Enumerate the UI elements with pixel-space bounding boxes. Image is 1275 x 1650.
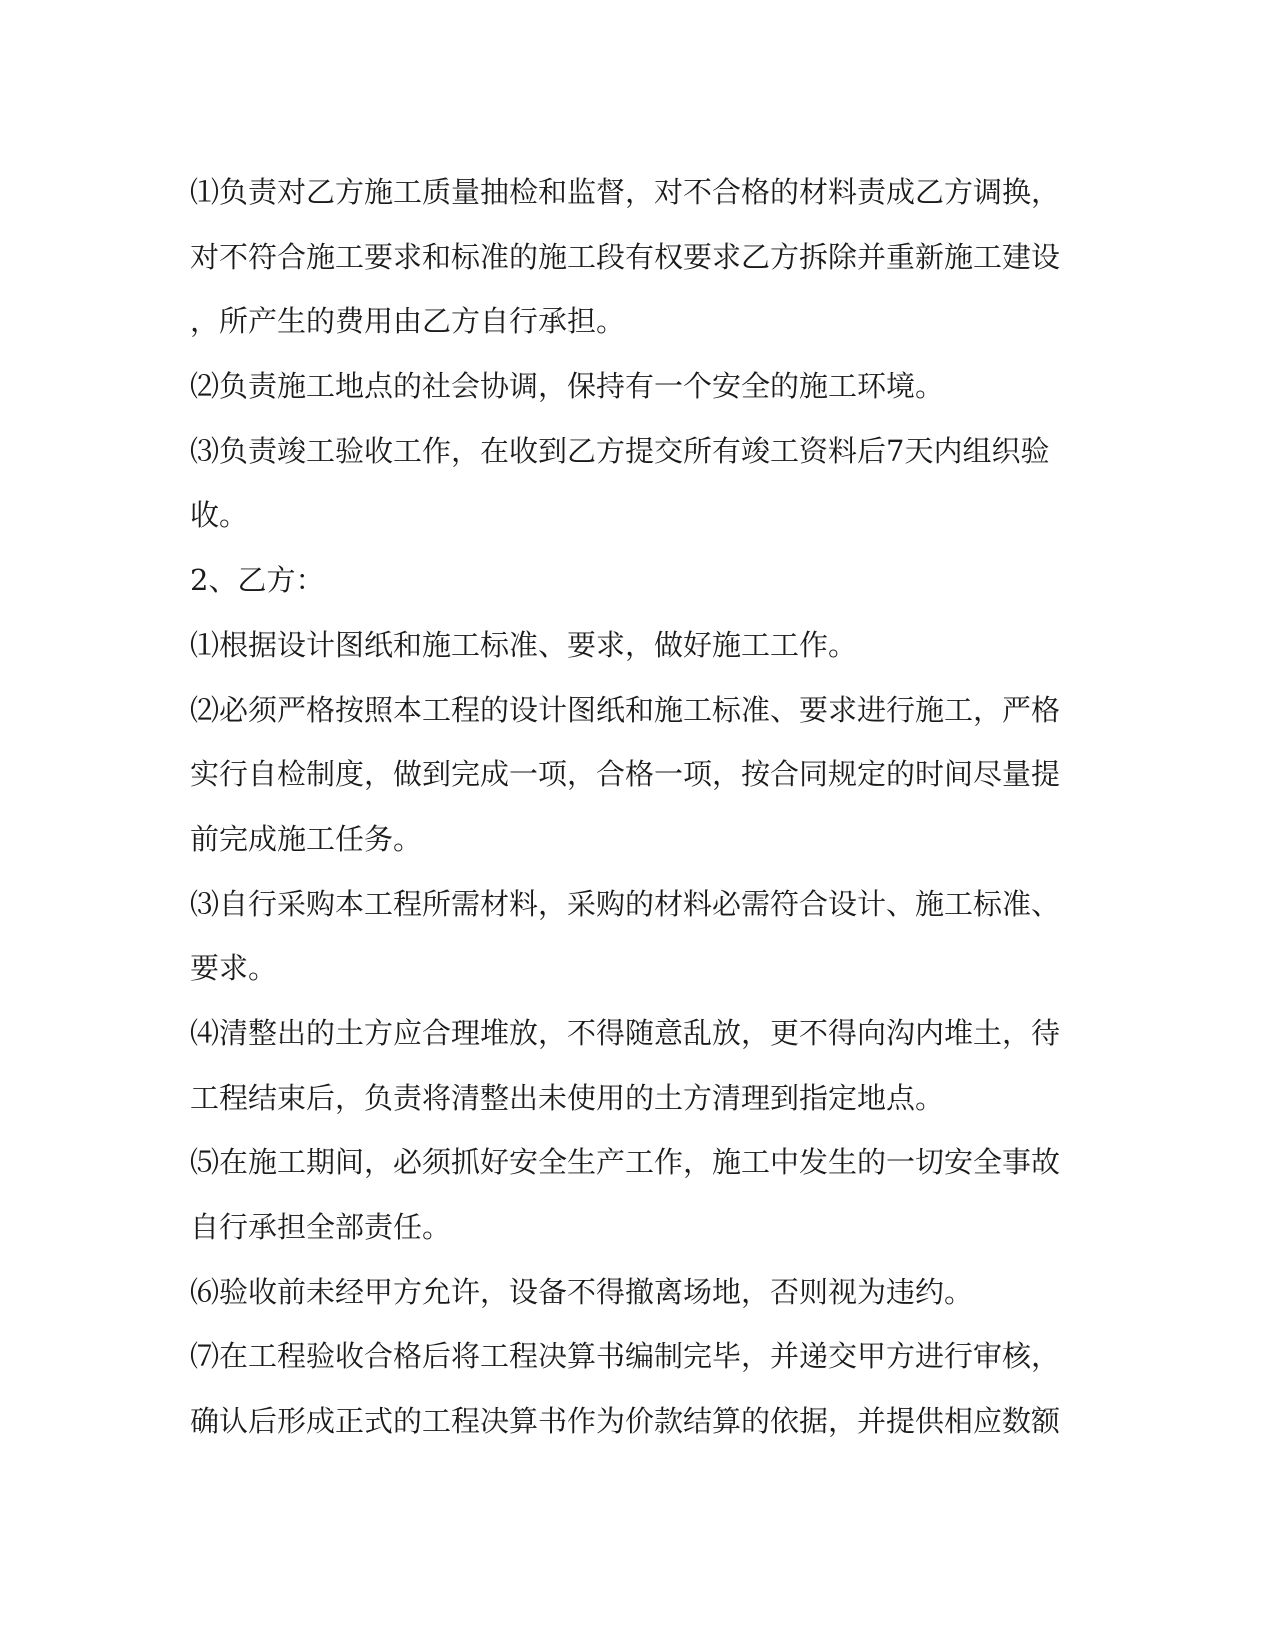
text-line: 前完成施工任务。 <box>190 821 423 856</box>
text-line: 实行自检制度，做到完成一项，合格一项，按合同规定的时间尽量提 <box>190 757 1061 792</box>
text-line: ⑶负责竣工验收工作，在收到乙方提交所有竣工资料后7天内组织验 <box>190 433 1050 468</box>
text-line: ⑵必须严格按照本工程的设计图纸和施工标准、要求进行施工，严格 <box>190 692 1061 727</box>
text-line: 收。 <box>190 498 249 533</box>
text-line: 对不符合施工要求和标准的施工段有权要求乙方拆除并重新施工建设 <box>190 239 1061 274</box>
text-line: ⑸在施工期间，必须抓好安全生产工作，施工中发生的一切安全事故 <box>190 1145 1061 1180</box>
text-line: ⑹验收前未经甲方允许，设备不得撤离场地，否则视为违约。 <box>190 1274 974 1309</box>
document-body <box>190 160 1090 1454</box>
section-heading: 2、乙方： <box>190 563 325 598</box>
text-line: ⑺在工程验收合格后将工程决算书编制完毕，并递交甲方进行审核， <box>190 1339 1061 1374</box>
text-line: ⑵负责施工地点的社会协调，保持有一个安全的施工环境。 <box>190 369 945 404</box>
text-line: 确认后形成正式的工程决算书作为价款结算的依据，并提供相应数额 <box>190 1404 1061 1439</box>
text-line: ⑶自行采购本工程所需材料，采购的材料必需符合设计、施工标准、 <box>190 886 1061 921</box>
text-line: 工程结束后，负责将清整出未使用的土方清理到指定地点。 <box>190 1080 945 1115</box>
text-line: ⑷清整出的土方应合理堆放，不得随意乱放，更不得向沟内堆土，待 <box>190 1015 1061 1050</box>
text-line: ⑴根据设计图纸和施工标准、要求，做好施工工作。 <box>190 627 858 662</box>
text-line: ，所产生的费用由乙方自行承担。 <box>190 304 626 339</box>
text-line: 自行承担全部责任。 <box>190 1210 452 1244</box>
text-line: ⑴负责对乙方施工质量抽检和监督，对不合格的材料责成乙方调换， <box>190 175 1061 209</box>
text-line: 要求。 <box>190 951 278 986</box>
